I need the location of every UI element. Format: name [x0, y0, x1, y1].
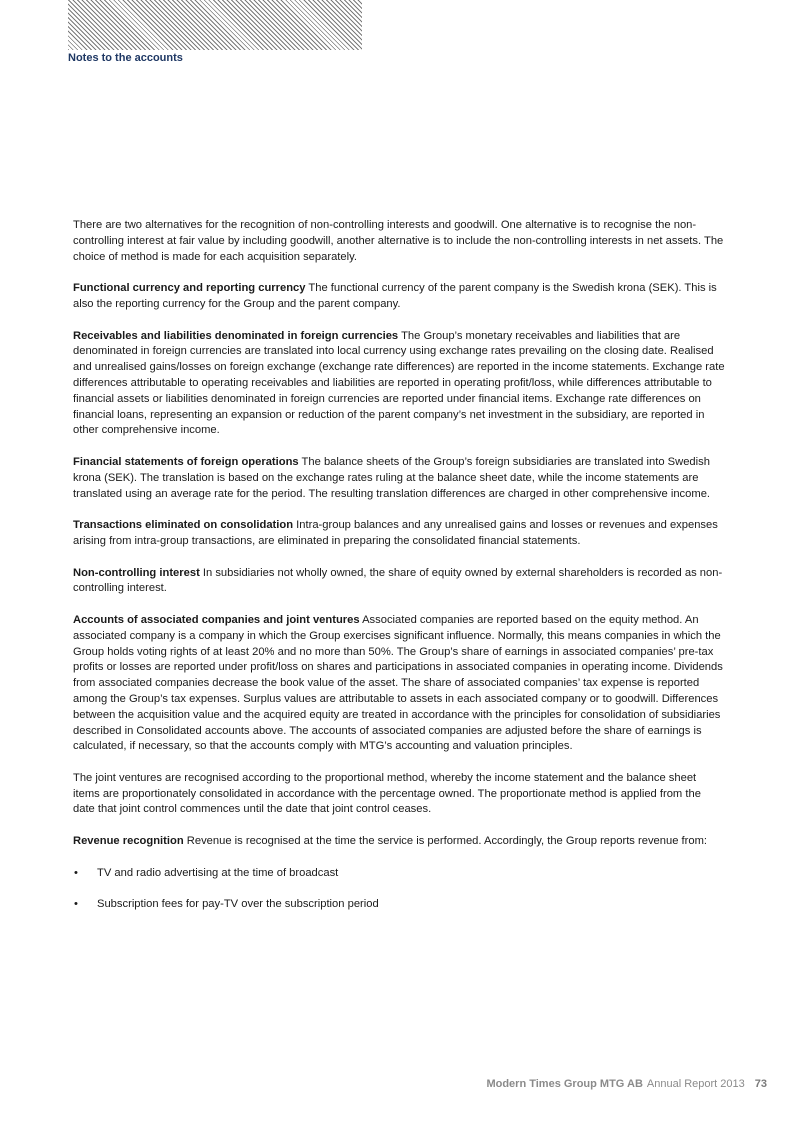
paragraph-heading: Functional currency and reporting currency: [73, 282, 306, 295]
paragraph-text: Revenue is recognised at the time the service is performed. Accordingly, the Group reports revenue from:: [183, 835, 708, 848]
paragraph-non-controlling-goodwill: There are two alternatives for the recognition of non-controlling interests and goodwill. One alternative is to recognise the non-controlling interest at fair value by including goodwill, another alternative is to include the non-controlling interests in net assets. The choice of method is made for each acquisition separately.: [73, 219, 724, 263]
paragraph-revenue-recognition: [73, 834, 725, 850]
paragraph-heading: Receivables and liabilities denominated in foreign currencies: [73, 329, 399, 342]
footer-company: Modern Times Group MTG AB: [486, 1078, 643, 1090]
list-item-text: Subscription fees for pay-TV over the subscription period: [97, 898, 379, 911]
paragraph-non-controlling-interest: [73, 566, 725, 598]
paragraph-foreign-operations: [73, 455, 725, 502]
paragraph-heading: Accounts of associated companies and joint ventures: [73, 613, 360, 626]
bullet-icon: •: [74, 898, 78, 911]
paragraph-heading: Financial statements of foreign operations: [73, 455, 299, 468]
header-hatch-pattern: [68, 0, 362, 50]
paragraph-transactions-eliminated: [73, 518, 725, 550]
page-number: 73: [754, 1078, 767, 1090]
paragraph-text: The Group’s monetary receivables and liabilities that are denominated in foreign currencies are translated into local currency using exchange rates prevailing on the closing date. Realised and unrealised gains/losses on foreign exchange (exchange rate differences) are reported in the income statements. Exchange rate differences attributable to operating receivables and liabilities are reported in operating profit/loss, while differences attributable to financial assets or liabilities denominated in foreign currencies are reported under financial items. Exchange rate differences on financial loans, representing an expansion or reduction of the parent company’s net investment in the subsidiary, are reported in other comprehensive income.: [73, 329, 725, 437]
paragraph-heading: Transactions eliminated on consolidation: [73, 519, 294, 532]
list-item: [73, 897, 725, 913]
revenue-bullet-list: [73, 866, 725, 913]
list-item: [73, 866, 725, 882]
notes-body: [73, 218, 725, 929]
page-footer: [486, 1078, 767, 1090]
paragraph-text: The functional currency of the parent company is the Swedish krona (SEK). This is also the reporting currency for the Group and the parent company.: [73, 282, 717, 310]
paragraph-text: In subsidiaries not wholly owned, the share of equity owned by external shareholders is recorded as non-controlling interest.: [73, 566, 723, 595]
list-item-text: TV and radio advertising at the time of broadcast: [97, 866, 339, 879]
bullet-icon: •: [74, 866, 78, 879]
paragraph-joint-ventures: The joint ventures are recognised according to the proportional method, whereby the income statement and the balance sheet items are proportionately consolidated in accordance with the percentage owned. The proportionate method is applied from the date that joint control commences until the date that joint control ceases.: [73, 771, 701, 816]
paragraph-text: Intra-group balances and any unrealised gains and losses or revenues and expenses arising from intra-group transactions, are eliminated in preparing the consolidated financial statements.: [73, 519, 718, 547]
paragraph-heading: Non-controlling interest: [73, 566, 200, 579]
paragraph-associated-companies: [73, 613, 725, 755]
paragraph-receivables-liabilities: [73, 329, 725, 440]
footer-report: Annual Report 2013: [646, 1078, 745, 1090]
paragraph-text: Associated companies are reported based on the equity method. An associated company is a company in which the Group exercises significant influence. Normally, this means companies in which the Group holds voting rights of at least 20% and no more than 50%. The Group’s share of earnings in associated companies’ pre-tax profits or losses are reported under profit/loss on shares and participations in associated companies in operating income. Dividends from associated companies decrease the book value of the asset. The share of associated companies’ tax expense is reported among the Group’s tax expenses. Surplus values are attributable to assets in each associated company or to goodwill. Differences between the acquisition value and the acquired equity are treated in accordance with the principles for consolidation of subsidiaries described in Consolidated accounts above. The accounts of associated companies are adjusted before the share of earnings is calculated, if necessary, so that the accounts comply with MTG’s accounting and valuation principles.: [73, 613, 723, 753]
paragraph-functional-currency: [73, 281, 725, 313]
paragraph-heading: Revenue recognition: [73, 835, 184, 848]
section-title: Notes to the accounts: [68, 52, 183, 64]
paragraph-text: The balance sheets of the Group’s foreign subsidiaries are translated into Swedish krona (SEK). The translation is based on the exchange rates ruling at the balance sheet date, while the income statements are translated using an average rate for the period. The resulting translation differences are charged in other comprehensive income.: [73, 455, 711, 500]
